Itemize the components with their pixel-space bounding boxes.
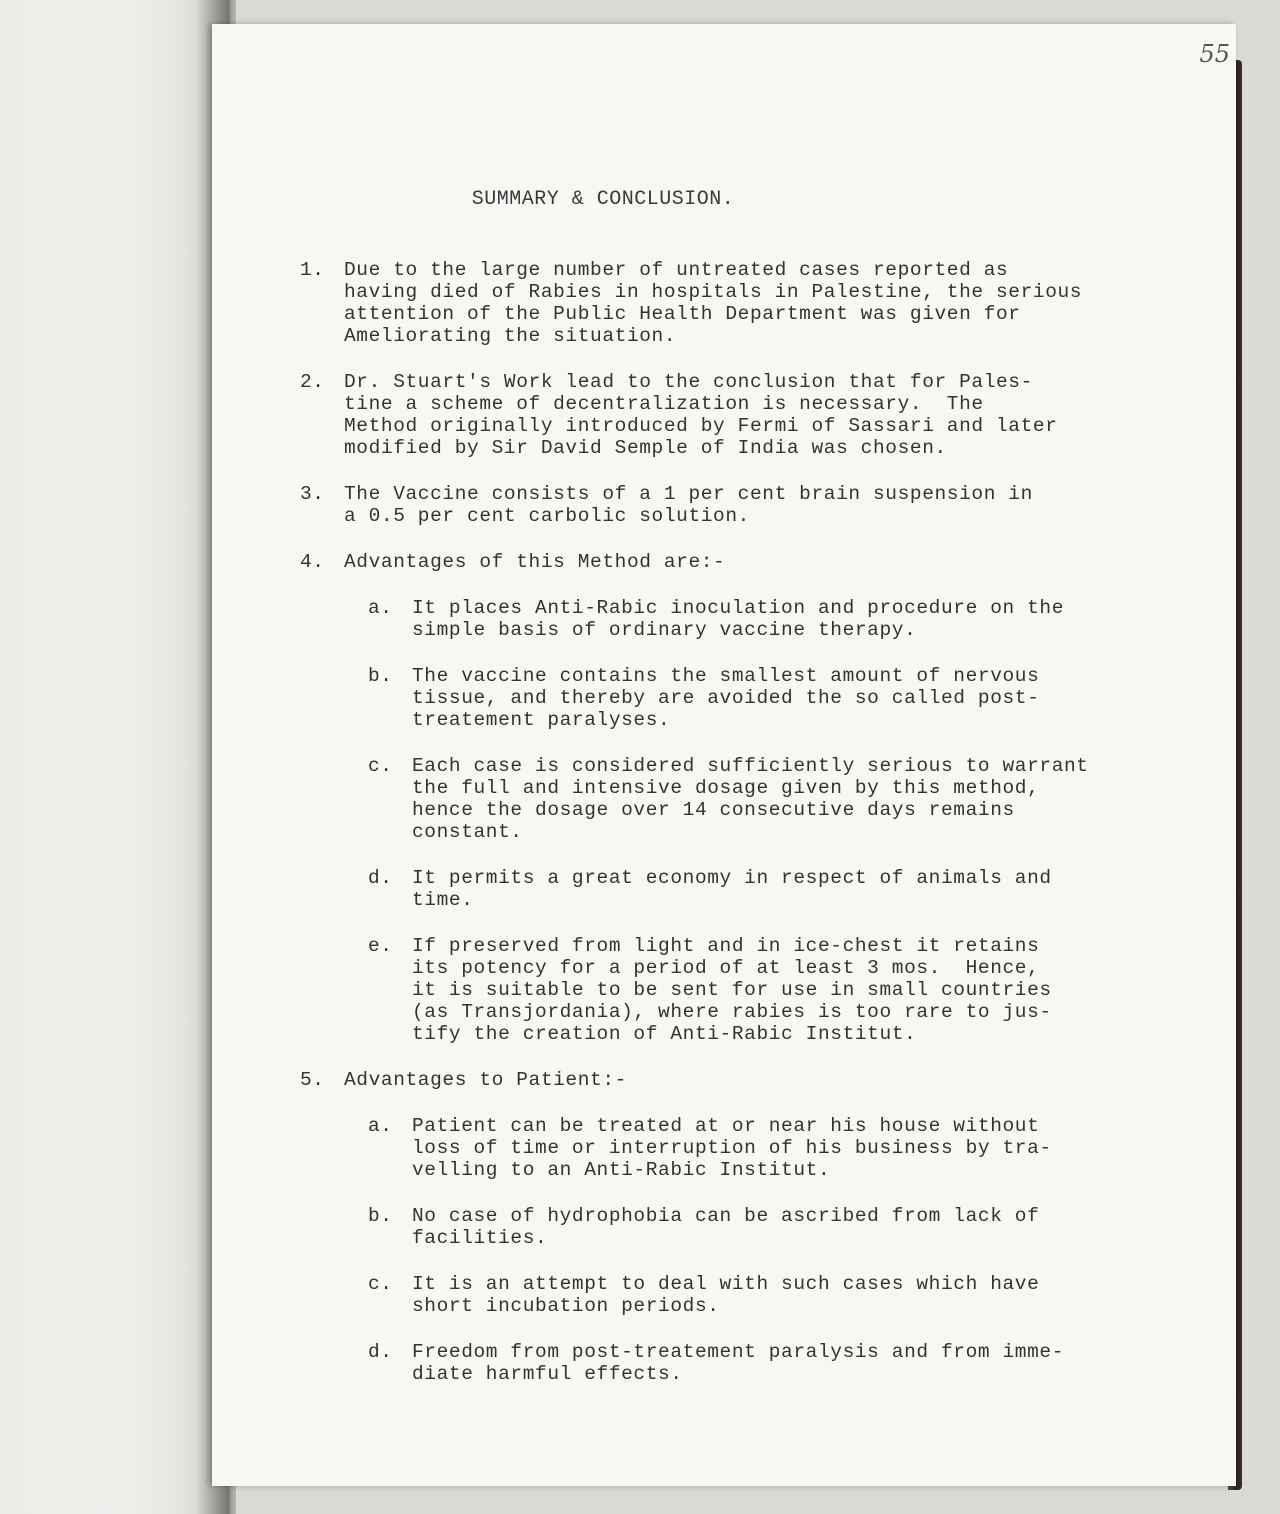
document-page [212,24,1236,1486]
item-text [344,371,1200,459]
sub-item-5b [368,1205,1200,1249]
sub-item-text [412,755,1200,843]
item-text [344,259,1200,347]
text-line: tissue, and thereby are avoided the so called post- [412,687,1040,709]
text-line: Due to the large number of untreated cases reported as [344,259,1009,281]
sub-item-letter: d. [368,1341,393,1363]
text-line: attention of the Public Health Department was given for [344,303,1021,325]
text-line: its potency for a period of at least 3 mos. Hence, [412,957,1040,979]
text-line: having died of Rabies in hospitals in Palestine, the serious [344,281,1083,303]
item-number: 5. [300,1069,325,1091]
sub-item-text [412,935,1200,1045]
text-line: Advantages to Patient:- [344,1069,627,1091]
text-line: hence the dosage over 14 consecutive days remains [412,799,1015,821]
sub-item-text [412,665,1200,731]
sub-item-5a [368,1115,1200,1181]
text-line: Freedom from post-treatement paralysis and from imme- [412,1341,1065,1363]
text-line: treatement paralyses. [412,709,671,731]
text-line: tine a scheme of decentralization is necessary. The [344,393,984,415]
text-line: Each case is considered sufficiently serious to warrant [412,755,1089,777]
sub-item-5d [368,1341,1200,1385]
text-line: tify the creation of Anti-Rabic Institut. [412,1023,917,1045]
text-line: a 0.5 per cent carbolic solution. [344,505,750,527]
sub-item-letter: e. [368,935,393,957]
text-line: Patient can be treated at or near his house without [412,1115,1040,1137]
text-line: modified by Sir David Semple of India was chosen. [344,437,947,459]
sub-item-text [412,597,1200,641]
text-line: The Vaccine consists of a 1 per cent brain suspension in [344,483,1033,505]
sub-item-text [412,1115,1200,1181]
text-line: If preserved from light and in ice-chest it retains [412,935,1040,957]
sub-item-4c [368,755,1200,843]
page-number: 55 [1199,40,1230,68]
sub-item-letter: c. [368,755,393,777]
sub-item-4d [368,867,1200,911]
sub-list-5 [300,1115,1200,1385]
sub-item-text [412,867,1200,911]
sub-item-letter: c. [368,1273,393,1295]
text-line: time. [412,889,474,911]
text-line: constant. [412,821,523,843]
item-number: 4. [300,551,325,573]
sub-item-text [412,1273,1200,1317]
text-line: simple basis of ordinary vaccine therapy. [412,619,917,641]
text-line: the full and intensive dosage given by this method, [412,777,1040,799]
list-item-1 [300,259,1200,347]
sub-item-text [412,1341,1200,1385]
text-line: It permits a great economy in respect of animals and [412,867,1052,889]
sub-item-letter: a. [368,597,393,619]
sub-item-letter: b. [368,665,393,687]
sub-item-letter: b. [368,1205,393,1227]
item-number: 1. [300,259,325,281]
text-line: Dr. Stuart's Work lead to the conclusion that for Pales- [344,371,1033,393]
item-text [344,483,1200,527]
text-line: The vaccine contains the smallest amount of nervous [412,665,1040,687]
text-line: it is suitable to be sent for use in small countries [412,979,1052,1001]
text-line: Ameliorating the situation. [344,325,677,347]
sub-item-4b [368,665,1200,731]
text-line: facilities. [412,1227,548,1249]
text-line: No case of hydrophobia can be ascribed from lack of [412,1205,1040,1227]
sub-item-letter: d. [368,867,393,889]
sub-item-5c [368,1273,1200,1317]
text-line: It places Anti-Rabic inoculation and procedure on the [412,597,1065,619]
sub-item-letter: a. [368,1115,393,1137]
list-item-4 [300,551,1200,573]
summary-list [300,259,1200,1409]
text-line: diate harmful effects. [412,1363,683,1385]
text-line: (as Transjordania), where rabies is too rare to jus- [412,1001,1052,1023]
list-item-3 [300,483,1200,527]
text-line: Method originally introduced by Fermi of Sassari and later [344,415,1058,437]
list-item-2 [300,371,1200,459]
sub-item-4a [368,597,1200,641]
item-number: 2. [300,371,325,393]
text-line: velling to an Anti-Rabic Institut. [412,1159,831,1181]
text-line: loss of time or interruption of his business by tra- [412,1137,1052,1159]
item-text [344,551,1200,573]
page-title: SUMMARY & CONCLUSION. [471,188,735,211]
list-item-5 [300,1069,1200,1091]
text-line: Advantages of this Method are:- [344,551,726,573]
item-number: 3. [300,483,325,505]
sub-list-4 [300,597,1200,1045]
sub-item-4e [368,935,1200,1045]
text-line: short incubation periods. [412,1295,720,1317]
text-line: It is an attempt to deal with such cases which have [412,1273,1040,1295]
sub-item-text [412,1205,1200,1249]
item-text [344,1069,1200,1091]
